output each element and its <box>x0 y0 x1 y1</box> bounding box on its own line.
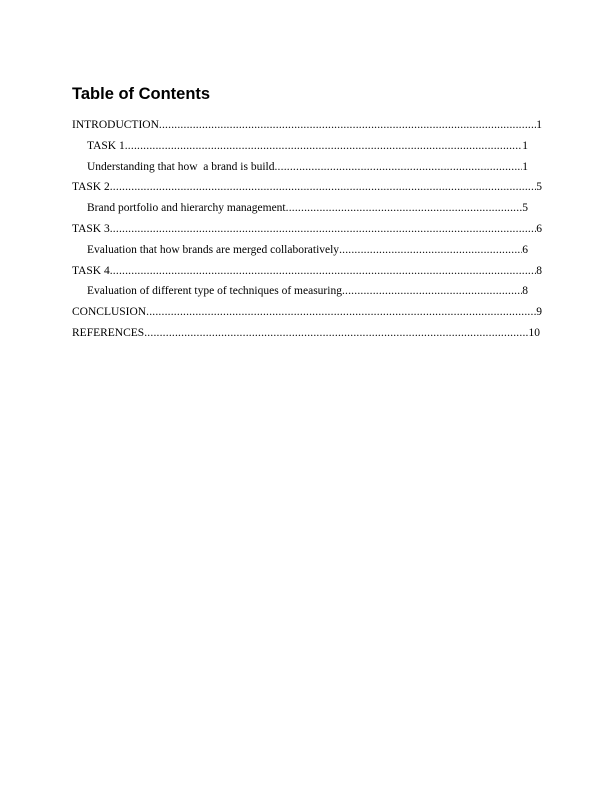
toc-dot-leader <box>146 302 536 323</box>
toc-entry-task-2[interactable] <box>72 177 542 198</box>
toc-entry-brand-build[interactable] <box>72 157 528 178</box>
toc-page-number: 8 <box>522 285 528 298</box>
toc-entry-task-4[interactable] <box>72 261 542 282</box>
toc-heading: Table of Contents <box>72 85 211 103</box>
toc-dot-leader <box>159 115 536 136</box>
toc-entry-brand-portfolio[interactable] <box>72 198 528 219</box>
toc-entry-label: TASK 1 <box>87 139 125 152</box>
toc-entry-label: INTRODUCTION <box>72 119 159 131</box>
toc-entry-measuring-techniques[interactable] <box>72 281 528 302</box>
toc-dot-leader <box>342 281 522 302</box>
toc-page-number: 10 <box>528 326 540 339</box>
toc-page-number: 5 <box>536 181 542 194</box>
toc-entry-brands-merged[interactable] <box>72 240 528 261</box>
toc-page-number: 8 <box>536 264 542 277</box>
toc-entry-task-3[interactable] <box>72 219 542 240</box>
toc-entry-label: Evaluation that how brands are merged collaboratively <box>87 243 340 256</box>
toc-page-number: 5 <box>522 202 528 215</box>
toc-dot-leader <box>110 177 537 198</box>
toc-entry-label: Understanding that how a brand is build <box>87 160 275 173</box>
toc-entry-references[interactable] <box>72 323 540 344</box>
toc-dot-leader <box>274 157 522 178</box>
toc-dot-leader <box>110 219 537 240</box>
toc-page-number: 9 <box>536 306 542 319</box>
toc-entry-label: TASK 2 <box>72 181 110 194</box>
toc-dot-leader <box>339 240 522 261</box>
toc-entry-task-1[interactable] <box>72 136 528 157</box>
toc-page-number: 1 <box>522 160 528 173</box>
toc-entry-label: Evaluation of different type of techniques of measuring <box>87 285 342 298</box>
toc-page-number: 6 <box>536 222 542 235</box>
toc-page-number: 6 <box>522 243 528 256</box>
toc-dot-leader <box>125 136 523 157</box>
toc-entry-label: TASK 3 <box>72 222 110 235</box>
toc-dot-leader <box>144 323 528 344</box>
toc-entry-label: CONCLUSION <box>72 306 147 319</box>
toc-list <box>72 115 542 344</box>
toc-dot-leader <box>286 198 523 219</box>
toc-page-number: 1 <box>536 119 542 131</box>
toc-entry-introduction[interactable] <box>72 115 542 136</box>
toc-entry-conclusion[interactable] <box>72 302 542 323</box>
toc-entry-label: Brand portfolio and hierarchy management <box>87 202 286 215</box>
toc-entry-label: TASK 4 <box>72 264 110 277</box>
toc-page-number: 1 <box>522 139 528 152</box>
toc-entry-label: REFERENCES <box>72 326 145 339</box>
toc-dot-leader <box>110 261 537 282</box>
